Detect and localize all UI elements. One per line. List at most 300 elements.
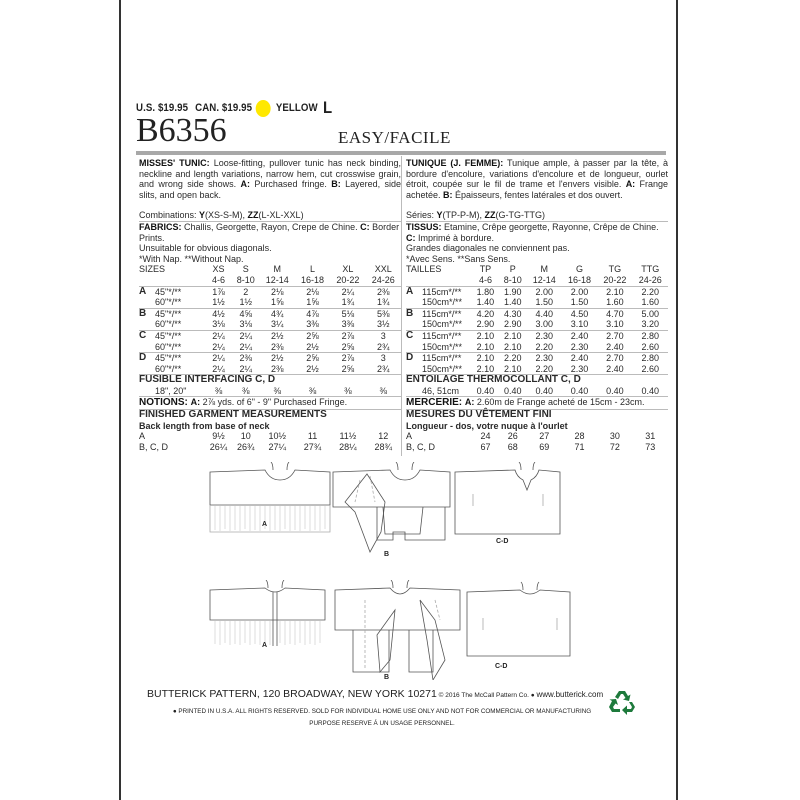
size-range: 16-18 (568, 274, 592, 285)
notions-a: A: (464, 397, 475, 408)
yardage-cell: 2.20 (499, 353, 527, 364)
sizes-header: TAILLES (406, 264, 442, 275)
yardage-cell: 2.00 (562, 286, 597, 297)
fabrics-text: Challis, Georgette, Rayon, Crepe de Chine. (181, 221, 361, 232)
yardage-cell: 2.80 (633, 353, 668, 364)
view-a-label: A: (240, 179, 251, 190)
size-name: L (310, 264, 316, 275)
yardage-cell: 2.60 (641, 341, 660, 352)
size-name: XL (342, 264, 354, 275)
fabric-width: 150cm*/** (422, 319, 463, 330)
yardage-cell: 1.40 (503, 297, 522, 308)
size-code: L (323, 98, 333, 117)
size-range: 4-6 (478, 274, 492, 285)
yardage-cell: 2.40 (606, 363, 624, 374)
unsuitable-note: Grandes diagonales ne conviennent pas. (406, 243, 570, 254)
yardage-cell: 2.00 (527, 286, 562, 297)
finished-title: FINISHED GARMENT MEASUREMENTS (139, 410, 401, 421)
color-dot-icon (256, 100, 271, 117)
caption-front-a: A (262, 521, 268, 528)
table-row (406, 286, 668, 297)
size-range: 8-10 (236, 274, 255, 285)
measurement-cell: 10½ (268, 431, 286, 442)
yardage-cell: 2.10 (472, 353, 499, 364)
notions-text: 2⅞ yds. of 6" - 9" Purchased Fringe. (200, 397, 348, 408)
interfacing-title-row (406, 375, 668, 386)
yardage-cell: 2.40 (606, 341, 624, 352)
table-row (139, 286, 401, 297)
yardage-cell: 2¼ (205, 353, 232, 364)
fabric-width: 60"*/** (155, 319, 182, 330)
yardage-cell: 3.00 (535, 319, 553, 330)
measurement-cell: 11½ (339, 431, 357, 442)
yardage-cell: 2.10 (476, 363, 495, 374)
measurement-cell: 73 (645, 441, 656, 452)
measurement-cell: 26¼ (209, 441, 228, 452)
interfacing-title: ENTOILAGE THERMOCOLLANT C, D (406, 375, 668, 386)
yardage-cell: 4⅝ (232, 308, 260, 319)
yardage-cell: 2¼ (205, 330, 232, 341)
pattern-number: B6356 (136, 112, 227, 149)
recycle-icon (608, 688, 636, 716)
yardage-cell: 1.80 (472, 286, 499, 297)
yardage-cell: 2.10 (503, 363, 522, 374)
yardage-cell: 2⅜ (270, 341, 284, 352)
yardage-cell: 2.10 (597, 286, 632, 297)
view-label (139, 342, 155, 353)
finished-title-row (139, 410, 401, 421)
yardage-cell: 2⅞ (330, 330, 365, 341)
yardage-cell: 5⅜ (366, 308, 401, 319)
difficulty-label: EASY/FACILE (338, 128, 451, 147)
nap-note: *Avec Sens. **Sans Sens. (406, 253, 511, 264)
table-row (139, 330, 401, 341)
yardage-cell: 3 (366, 330, 401, 341)
yardage-cell: 1.60 (606, 297, 624, 308)
table-row (406, 297, 668, 308)
table-row (406, 364, 668, 375)
combinations (139, 210, 401, 222)
size-name: G (576, 264, 584, 275)
yardage-cell: 2⅝ (295, 353, 330, 364)
back-length-row (406, 421, 668, 432)
measurement-cell: 27¾ (303, 441, 322, 452)
fabric-width: 150cm*/** (422, 297, 463, 308)
publisher-line (147, 688, 603, 700)
website-link[interactable]: www.butterick.com (536, 690, 604, 699)
interfacing-title: FUSIBLE INTERFACING C, D (139, 375, 401, 386)
fabric-width: 115cm*/** (422, 286, 472, 297)
yardage-cell: 1.50 (535, 297, 553, 308)
view-label (406, 364, 422, 375)
size-range: 20-22 (603, 274, 627, 285)
yardage-cell: 3⅜ (306, 319, 319, 330)
yardage-cell: 4.20 (472, 308, 499, 319)
view-a-text: Purchased fringe. (250, 179, 332, 190)
french-column (406, 158, 668, 452)
interfacing-row (139, 386, 401, 397)
view-a-front-drawing (210, 462, 330, 532)
yardage-cell: 3⅜ (341, 319, 355, 330)
fabrics (139, 222, 401, 243)
fabric-width: 45"*/** (155, 286, 205, 297)
combo-y: Y (436, 210, 443, 221)
caption-back-cd: C-D (495, 663, 508, 670)
fabrics-c-text: Border Prints. (139, 221, 400, 243)
fabric-width: 150cm*/** (422, 341, 463, 352)
yardage-cell: 2.30 (527, 330, 562, 341)
interfacing-cell: 0.40 (535, 385, 553, 396)
measurement-cell: 28¾ (374, 441, 393, 452)
table-row (406, 342, 668, 353)
description-title: TUNIQUE (J. FEMME): (406, 158, 504, 168)
fabric-width: 45"*/** (155, 308, 205, 319)
fabric-width: 45"*/** (155, 330, 205, 341)
view-label: B (406, 308, 422, 319)
view-label (139, 319, 155, 330)
yardage-cell: 2⅛ (295, 286, 330, 297)
yardage-cell: 1⅞ (205, 286, 232, 297)
table-row (406, 330, 668, 341)
measurement-cell: 67 (480, 441, 491, 452)
fabric-width: 150cm*/** (422, 363, 463, 374)
yardage-cell: 3½ (377, 319, 390, 330)
yardage-cell: 2¾ (377, 363, 390, 374)
view-b-back-drawing (335, 580, 460, 680)
size-range: 16-18 (301, 274, 325, 285)
view-label (406, 342, 422, 353)
yardage-cell: 2.30 (527, 353, 562, 364)
size-name: XS (212, 264, 225, 275)
yardage-cell: 2.90 (503, 319, 522, 330)
view-cd-back-drawing (467, 582, 570, 656)
measurement-cell: 31 (645, 431, 656, 442)
yardage-cell: 2.10 (472, 330, 499, 341)
interfacing-cell: ⅜ (241, 385, 250, 396)
back-length-row (139, 421, 401, 432)
table-row (139, 308, 401, 319)
yardage-cell: 3.20 (641, 319, 660, 330)
table-row (139, 342, 401, 353)
view-label: D (139, 353, 155, 364)
measurement-row (139, 442, 401, 453)
combo-y-sizes: (XS-S-M), (205, 210, 248, 221)
header-divider (136, 151, 666, 155)
fabric-width: 45"*/** (155, 353, 205, 364)
interfacing-title-row (139, 375, 401, 386)
interfacing-width: 46, 51cm (422, 385, 460, 396)
caption-back-a: A (262, 642, 268, 649)
yardage-cell: 3¼ (270, 319, 284, 330)
view-b-label: B: (443, 189, 453, 200)
fabric-width: 60"*/** (155, 363, 182, 374)
combo-zz-sizes: (G-TG-TTG) (495, 210, 546, 221)
view-b-text: Layered, side slits, and open back. (139, 179, 401, 200)
yardage-cell: 2.10 (503, 341, 522, 352)
measurement-view: B, C, D (139, 441, 169, 452)
yardage-cell: 1.50 (570, 297, 589, 308)
size-range-row (139, 275, 401, 286)
combo-y-sizes: (TP-P-M), (442, 210, 485, 221)
fabric-width: 60"*/** (155, 297, 182, 308)
yardage-cell: 2⅛ (260, 286, 295, 297)
front-view-illustrations (205, 462, 645, 562)
fabrics-c-label: C: (406, 232, 416, 243)
yardage-cell: 2.10 (499, 330, 527, 341)
view-b-text: Épaisseurs, fentes latérales et dos ouvert. (452, 189, 623, 200)
yardage-cell: 2⅝ (341, 363, 355, 374)
yardage-cell: 2.20 (535, 363, 553, 374)
measurement-cell: 69 (539, 441, 550, 452)
sizes-header: SIZES (139, 264, 166, 275)
size-range: 12-14 (265, 274, 289, 285)
yardage-cell: 3⅛ (212, 319, 225, 330)
fabrics-text: Etamine, Crêpe georgette, Rayonne, Crêpe de Chine. (441, 221, 659, 232)
yardage-cell: 2.30 (570, 341, 589, 352)
publisher-address: BUTTERICK PATTERN, 120 BROADWAY, NEW YORK 10271 (147, 688, 437, 700)
combo-zz: ZZ (247, 210, 259, 221)
notions-row (406, 397, 668, 410)
measurement-cell: 26 (507, 431, 518, 442)
yardage-cell: 1.90 (499, 286, 527, 297)
interfacing-cell: ⅜ (344, 385, 352, 396)
view-b-label: B: (331, 179, 341, 190)
measurement-row (406, 431, 668, 442)
yardage-cell: 2⅜ (366, 286, 401, 297)
interfacing-cell: 0.40 (641, 385, 660, 396)
view-label: C (406, 330, 422, 341)
measurement-cell: 12 (378, 431, 389, 442)
yardage-cell: 2⅞ (330, 353, 365, 364)
notions-title: NOTIONS: (139, 397, 191, 409)
fabric-width: 115cm*/** (422, 308, 472, 319)
yardage-cell: 2 (232, 286, 260, 297)
table-row (139, 319, 401, 330)
yardage-cell: 4.70 (597, 308, 632, 319)
yardage-cell: 1.60 (641, 297, 660, 308)
interfacing-cell: ⅜ (308, 385, 317, 396)
measurement-cell: 72 (609, 441, 620, 452)
yardage-cell: 2.20 (535, 341, 553, 352)
view-a-back-drawing (210, 580, 325, 646)
yardage-cell: 1⅝ (270, 297, 284, 308)
yardage-cell: 2.20 (633, 286, 668, 297)
combinations (406, 210, 668, 222)
yardage-cell: 2¼ (239, 363, 252, 374)
yardage-cell: 2¼ (330, 286, 365, 297)
measurement-cell: 10 (240, 431, 251, 442)
yardage-cell: 4½ (205, 308, 232, 319)
yardage-cell: 2.30 (570, 363, 589, 374)
interfacing-row (406, 386, 668, 397)
view-label: D (406, 353, 422, 364)
caption-front-cd: C-D (496, 538, 509, 545)
view-label (139, 297, 155, 308)
combo-zz-sizes: (L-XL-XXL) (258, 210, 304, 221)
measurement-view: B, C, D (406, 441, 436, 452)
measurement-cell: 71 (574, 441, 585, 452)
yardage-cell: 5⅛ (330, 308, 365, 319)
yardage-cell: 2.90 (476, 319, 495, 330)
price-us: U.S. $19.95 (136, 102, 189, 114)
measurement-cell: 11 (307, 431, 318, 442)
size-range: 4-6 (211, 274, 225, 285)
yardage-cell: 2.10 (476, 341, 495, 352)
size-name: S (242, 264, 249, 275)
yardage-cell: 2½ (306, 341, 319, 352)
yardage-cell: 3.10 (570, 319, 589, 330)
interfacing-cell: 0.40 (570, 385, 589, 396)
yardage-cell: 1¾ (341, 297, 355, 308)
notions-title: MERCERIE: (406, 397, 465, 409)
unsuitable-note: Unsuitable for obvious diagonals. (139, 243, 272, 254)
view-label: A (406, 286, 422, 297)
size-name: TG (608, 264, 622, 275)
view-a-text: Frange achetée. (406, 179, 668, 200)
view-label (406, 319, 422, 330)
measurement-cell: 27 (539, 431, 550, 442)
table-row (139, 297, 401, 308)
fabrics-c-text: Imprimé à bordure. (415, 232, 495, 243)
yardage-cell: 1½ (239, 297, 252, 308)
english-column (139, 158, 401, 452)
yardage-cell: 4.30 (499, 308, 527, 319)
measurement-cell: 24 (480, 431, 491, 442)
yardage-cell: 4.50 (562, 308, 597, 319)
finished-title-row (406, 410, 668, 421)
notions-text: 2.60m de Frange acheté de 15cm - 23cm. (474, 397, 645, 408)
yardage-cell: 1¾ (377, 297, 390, 308)
size-name: P (509, 264, 516, 275)
interfacing-cell: 0.40 (606, 385, 624, 396)
yardage-cell: 5.00 (633, 308, 668, 319)
measurement-row (406, 442, 668, 453)
measurement-view: A (139, 431, 146, 442)
fabric-width: 115cm*/** (422, 330, 472, 341)
yardage-cell: 2¼ (212, 341, 225, 352)
yardage-cell: 4¾ (260, 308, 295, 319)
caption-back-b: B (384, 674, 390, 681)
finished-title: MESURES DU VÊTEMENT FINI (406, 410, 668, 421)
combo-zz: ZZ (484, 210, 496, 221)
size-name: M (273, 264, 281, 275)
interfacing-cell: 0.40 (503, 385, 522, 396)
yardage-cell: 2.70 (597, 330, 632, 341)
yardage-table (139, 264, 401, 452)
table-row (139, 353, 401, 364)
legal-line-2: PURPOSE RESERVE Á UN USAGE PERSONNEL. (309, 720, 455, 727)
notions-a: A: (190, 397, 201, 408)
yardage-cell: 3⅛ (239, 319, 252, 330)
fabrics-c-label: C: (360, 221, 370, 232)
caption-front-b: B (384, 551, 390, 558)
yardage-cell: 2⅜ (270, 363, 284, 374)
nap-note: *With Nap. **Without Nap. (139, 253, 244, 264)
view-b-front-drawing (333, 462, 450, 552)
legal-notice (147, 706, 617, 730)
yardage-cell: 2¼ (239, 341, 252, 352)
view-label: C (139, 330, 155, 341)
fabrics-title: TISSUS: (406, 221, 442, 232)
yardage-cell: 3 (366, 353, 401, 364)
size-name: XXL (374, 264, 392, 275)
size-range: 12-14 (532, 274, 556, 285)
size-range-row (406, 275, 668, 286)
yardage-cell: 2.60 (641, 363, 660, 374)
description-text: Tunique ample, à passer par la tête, à bordure d'encolure, variations d'encolure et de longueur, ourlet étroit, coupée sur le fil de trame et l'envers visible. (406, 158, 668, 190)
description (139, 158, 401, 200)
yardage-cell: 1.40 (476, 297, 495, 308)
size-name: TTG (641, 264, 660, 275)
measurement-cell: 26¾ (236, 441, 255, 452)
yardage-cell: 2.40 (562, 330, 597, 341)
fabric-width: 60"*/** (155, 341, 182, 352)
notions-row (139, 397, 401, 410)
yardage-cell: 4⅞ (295, 308, 330, 319)
fabric-width: 115cm*/** (422, 353, 472, 364)
yardage-cell: 2.40 (562, 353, 597, 364)
interfacing-cell: ⅜ (379, 385, 388, 396)
yardage-cell: 2¼ (232, 330, 260, 341)
description-text: Loose-fitting, pullover tunic has neck binding, neckline and length variations, narrow hem, cut crosswise grain, and wrong side shows. (139, 158, 401, 190)
yardage-cell: 2.70 (597, 353, 632, 364)
yardage-table (406, 264, 668, 452)
interfacing-cell: ⅜ (273, 385, 281, 396)
table-row (406, 353, 668, 364)
price-can: CAN. $19.95 (195, 102, 253, 114)
combinations-label: Combinations: (139, 210, 200, 221)
yardage-cell: 2½ (260, 353, 295, 364)
legal-line-1: ● PRINTED IN U.S.A. ALL RIGHTS RESERVED. SOLD FOR INDIVIDUAL HOME USE ONLY AND NOT FOR COMMERCIAL OR MANUFACTURING (172, 708, 592, 715)
combinations-label: Séries: (406, 210, 437, 221)
view-label: B (139, 308, 155, 319)
yardage-cell: 2⅝ (341, 341, 355, 352)
table-row (139, 364, 401, 375)
size-range: 20-22 (336, 274, 360, 285)
view-label: A (139, 286, 155, 297)
view-a-label: A: (625, 179, 636, 190)
interfacing-cell: 0.40 (476, 385, 495, 396)
table-row (406, 308, 668, 319)
yardage-cell: 2¾ (377, 341, 390, 352)
measurement-cell: 28 (574, 431, 585, 442)
yardage-cell: 2.80 (633, 330, 668, 341)
yardage-cell: 2⅝ (295, 330, 330, 341)
yardage-cell: 2½ (306, 363, 319, 374)
view-label (139, 364, 155, 375)
size-range: 24-26 (638, 274, 662, 285)
back-view-illustrations (205, 580, 645, 680)
yardage-cell: 3.10 (606, 319, 624, 330)
interfacing-cell: ⅜ (214, 385, 223, 396)
measurement-view: A (406, 431, 413, 442)
measurement-cell: 27¼ (268, 441, 286, 452)
size-range: 24-26 (371, 274, 395, 285)
yardage-cell: 2⅜ (232, 353, 260, 364)
yardage-cell: 1⅝ (306, 297, 319, 308)
combo-y: Y (199, 210, 206, 221)
yardage-cell: 2½ (260, 330, 295, 341)
measurement-cell: 9½ (212, 431, 225, 442)
table-row (406, 319, 668, 330)
description (406, 158, 668, 200)
measurement-row (139, 431, 401, 442)
column-divider (401, 156, 402, 456)
fabrics-title: FABRICS: (139, 221, 182, 232)
yardage-cell: 4.40 (527, 308, 562, 319)
size-name: TP (479, 264, 492, 275)
back-length-title: Longueur - dos, votre nuque à l'ourlet (406, 420, 568, 431)
